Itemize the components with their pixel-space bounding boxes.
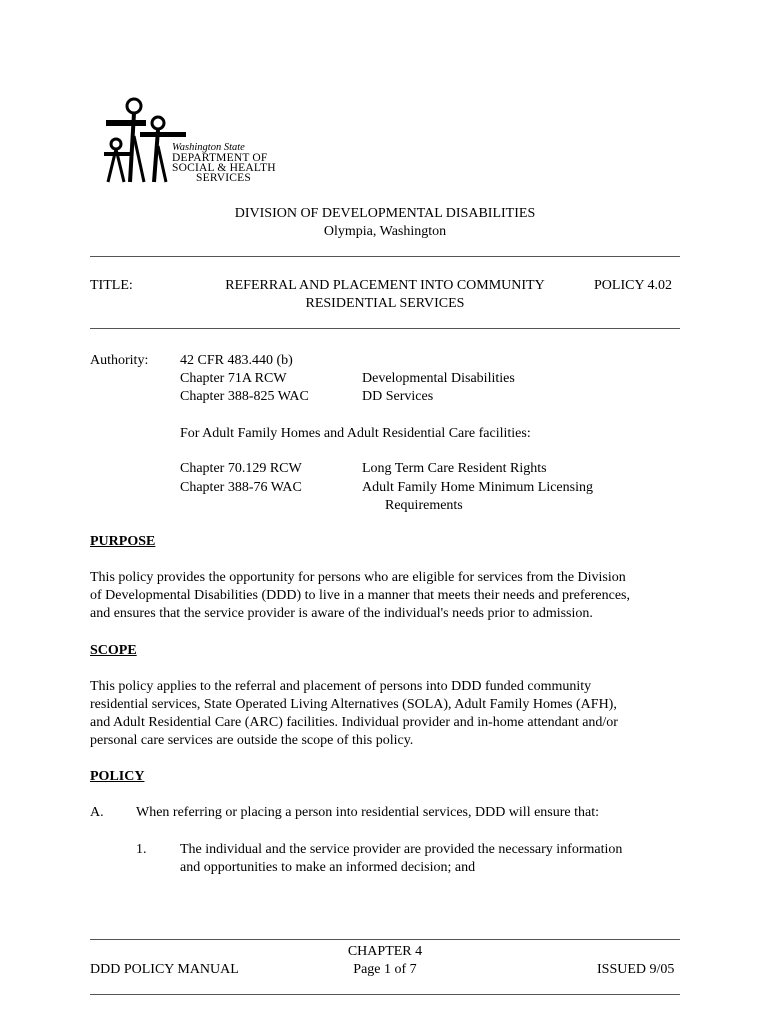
scope-heading: SCOPE: [90, 643, 137, 658]
footer-chapter: CHAPTER 4: [347, 944, 423, 959]
footer-divider: [90, 994, 680, 995]
title-label: TITLE:: [90, 278, 133, 293]
authority-cite: Chapter 70.129 RCW: [180, 461, 302, 476]
authority-desc: Adult Family Home Minimum Licensing: [362, 480, 593, 495]
dshs-logo: [96, 96, 286, 186]
footer-manual: DDD POLICY MANUAL: [90, 962, 239, 977]
scope-line: and Adult Residential Care (ARC) facilities. Individual provider and in-home attendant and/or: [90, 715, 618, 730]
purpose-line: This policy provides the opportunity for persons who are eligible for services from the Division: [90, 570, 626, 585]
scope-line: This policy applies to the referral and placement of persons into DDD funded community: [90, 679, 592, 694]
policy-number: POLICY 4.02: [594, 278, 673, 293]
title-line-2: RESIDENTIAL SERVICES: [305, 296, 465, 311]
scope-line: residential services, State Operated Living Alternatives (SOLA), Adult Family Homes (AFH),: [90, 697, 617, 712]
policy-heading: POLICY: [90, 769, 145, 784]
footer-divider: [90, 939, 680, 940]
logo-line-4: SERVICES: [196, 172, 251, 184]
divider: [90, 256, 680, 257]
purpose-line: and ensures that the service provider is aware of the individual's needs prior to admission.: [90, 606, 593, 621]
authority-label: Authority:: [90, 353, 149, 368]
policy-a-marker: A.: [90, 805, 104, 820]
policy-item-marker: 1.: [136, 842, 147, 857]
authority-desc: Long Term Care Resident Rights: [362, 461, 547, 476]
authority-desc-cont: Requirements: [385, 498, 463, 513]
authority-desc: DD Services: [362, 389, 434, 404]
policy-item-line: and opportunities to make an informed decision; and: [180, 860, 476, 875]
purpose-heading: PURPOSE: [90, 534, 156, 549]
authority-adult-note: For Adult Family Homes and Adult Residential Care facilities:: [180, 426, 531, 441]
logo-line-3: SOCIAL & HEALTH: [172, 162, 276, 174]
scope-line: personal care services are outside the scope of this policy.: [90, 733, 414, 748]
policy-a-text: When referring or placing a person into residential services, DDD will ensure that:: [136, 805, 600, 820]
policy-item-line: The individual and the service provider are provided the necessary information: [180, 842, 623, 857]
authority-cite: Chapter 388-825 WAC: [180, 389, 309, 404]
logo-line-2: DEPARTMENT OF: [172, 152, 268, 164]
division-title: DIVISION OF DEVELOPMENTAL DISABILITIES: [234, 206, 536, 221]
authority-cite: Chapter 71A RCW: [180, 371, 287, 386]
authority-desc: Developmental Disabilities: [362, 371, 515, 386]
footer-issued: ISSUED 9/05: [597, 962, 675, 977]
divider: [90, 328, 680, 329]
authority-cite: 42 CFR 483.440 (b): [180, 353, 293, 368]
authority-cite: Chapter 388-76 WAC: [180, 480, 302, 495]
logo-line-1: Washington State: [172, 142, 245, 153]
purpose-line: of Developmental Disabilities (DDD) to live in a manner that meets their needs and preferences,: [90, 588, 630, 603]
title-line-1: REFERRAL AND PLACEMENT INTO COMMUNITY: [225, 278, 545, 293]
division-location: Olympia, Washington: [323, 224, 447, 239]
footer-page: Page 1 of 7: [353, 962, 417, 977]
